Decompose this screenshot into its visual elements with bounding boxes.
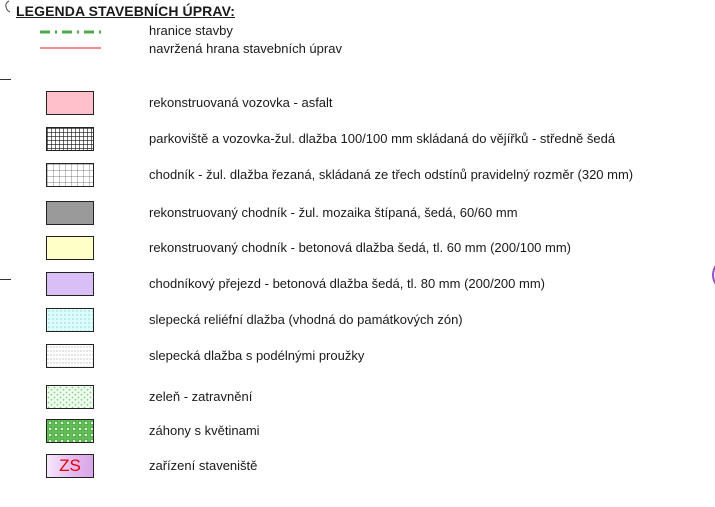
proposed-edge-line-label: navržená hrana stavebních úprav bbox=[149, 41, 342, 56]
corner-hook-mark bbox=[3, 0, 13, 14]
legend-item-sidewalk-crossing bbox=[0, 272, 715, 298]
site-facilities-swatch bbox=[46, 454, 94, 478]
legend-title: LEGENDA STAVEBNÍCH ÚPRAV: bbox=[16, 3, 235, 19]
boundary-line-sample bbox=[39, 29, 102, 35]
legend-item-concrete-sidewalk bbox=[0, 236, 715, 262]
legend-item-label: slepecká reliéfní dlažba (vhodná do památkových zón) bbox=[149, 312, 463, 327]
legend-item-label: rekonstruovaná vozovka - asfalt bbox=[149, 95, 333, 110]
legend-item-mosaic-sidewalk bbox=[0, 201, 715, 227]
legend-item-cut-granite-sidewalk bbox=[0, 163, 715, 189]
legend-item-label: slepecká dlažba s podélnými proužky bbox=[149, 348, 365, 363]
asphalt-swatch bbox=[46, 91, 94, 115]
legend-item-striped-tactile-paving bbox=[0, 344, 715, 370]
striped-paving-swatch bbox=[46, 344, 94, 368]
flower-bed-swatch bbox=[46, 419, 94, 443]
dense-grid-swatch bbox=[46, 127, 94, 151]
legend-item-label: rekonstruovaný chodník - betonová dlažba šedá, tl. 60 mm (200/100 mm) bbox=[149, 240, 571, 255]
legend-item-label: zařízení staveniště bbox=[149, 458, 258, 473]
legend-item-label: chodníkový přejezd - betonová dlažba šedá, tl. 80 mm (200/200 mm) bbox=[149, 276, 545, 291]
legend-item-flower-beds bbox=[0, 419, 715, 445]
legend-item-label: chodník - žul. dlažba řezaná, skládaná ze třech odstínů pravidelný rozměr (320 mm) bbox=[149, 167, 634, 182]
legend-item-label: parkoviště a vozovka-žul. dlažba 100/100 mm skládaná do vějířků - středně šedá bbox=[149, 131, 616, 146]
legend-item-grass bbox=[0, 385, 715, 411]
zs-badge: ZS bbox=[59, 456, 81, 475]
legend-item-granite-paving bbox=[0, 127, 715, 153]
gray-mosaic-swatch bbox=[46, 201, 94, 225]
left-margin-tick bbox=[0, 79, 11, 80]
legend-item-label: rekonstruovaný chodník - žul. mozaika štípaná, šedá, 60/60 mm bbox=[149, 205, 518, 220]
boundary-line-label: hranice stavby bbox=[149, 23, 233, 38]
legend-item-site-facilities bbox=[0, 454, 715, 480]
light-grid-swatch bbox=[46, 163, 94, 187]
tactile-paving-swatch bbox=[46, 308, 94, 332]
proposed-edge-line-sample bbox=[39, 45, 102, 51]
grass-swatch bbox=[46, 385, 94, 409]
legend-item-asphalt bbox=[0, 91, 715, 117]
crossing-swatch bbox=[46, 272, 94, 296]
concrete-paving-swatch bbox=[46, 236, 94, 260]
legend-item-tactile-paving bbox=[0, 308, 715, 334]
legend-item-label: záhony s květinami bbox=[149, 423, 260, 438]
legend-item-label: zeleň - zatravnění bbox=[149, 389, 253, 404]
